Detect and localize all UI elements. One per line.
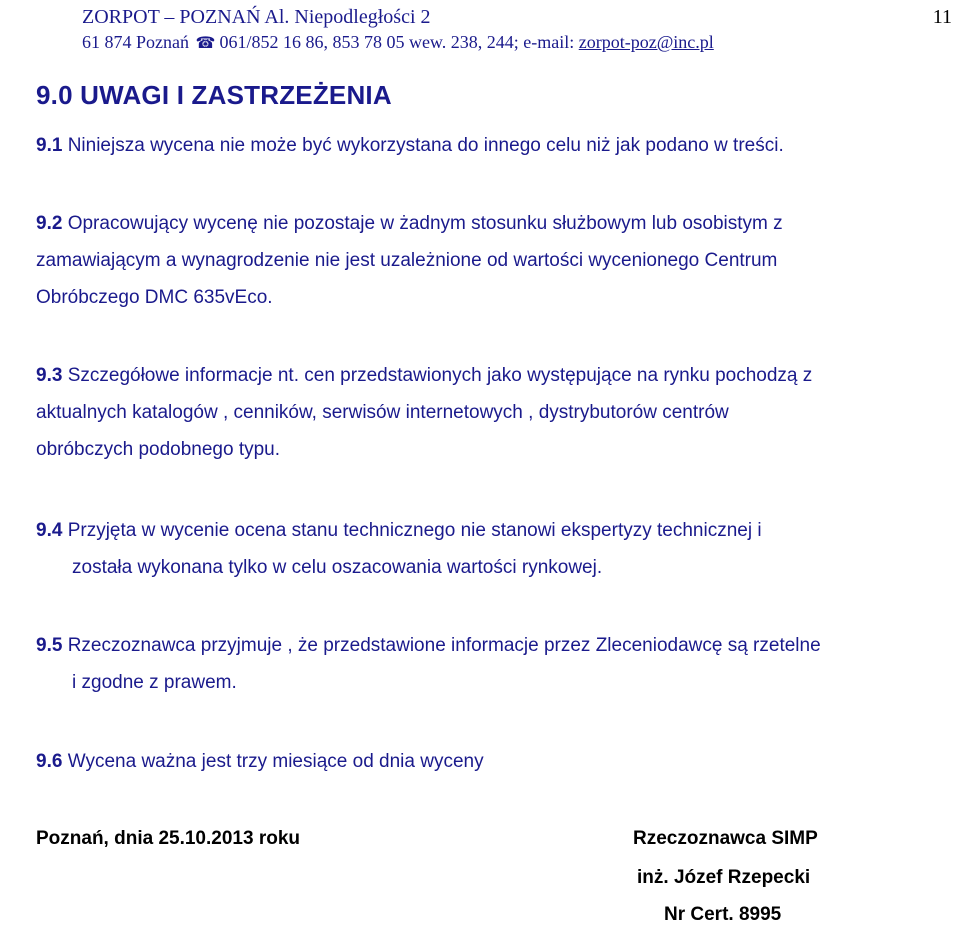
item-9-6 [36,743,484,780]
item-text: Obróbczego DMC 635vEco. [36,287,273,308]
email-link[interactable]: zorpot-poz@inc.pl [578,32,714,52]
item-number: 9.5 [36,635,63,656]
item-number: 9.2 [36,213,63,234]
item-text: została wykonana tylko w celu oszacowania wartości rynkowej. [72,557,603,578]
item-text: zamawiającym a wynagrodzenie nie jest uzależnione od wartości wycenionego Centrum [36,250,778,271]
item-9-3 [36,357,812,468]
item-9-4 [36,512,762,586]
place-date: Poznań, dnia 25.10.2013 roku [36,828,300,849]
signatory-cert: Nr Cert. 8995 [664,904,782,925]
phone-icon: ☎ [195,35,216,52]
item-9-1 [36,127,784,164]
page-number: 11 [932,6,952,28]
signatory-name: inż. Józef Rzepecki [637,867,811,888]
header-postal-city: 61 874 Poznań [82,32,189,52]
item-text: obróbczych podobnego typu. [36,439,281,460]
item-number: 9.6 [36,751,63,772]
item-text: aktualnych katalogów , cenników, serwisów internetowych , dystrybutorów centrów [36,402,729,423]
header-company-address: ZORPOT – POZNAŃ Al. Niepodległości 2 [82,6,431,28]
item-text: Szczegółowe informacje nt. cen przedstawionych jako występujące na rynku pochodzą z [67,365,813,386]
item-text: Opracowujący wycenę nie pozostaje w żadnym stosunku służbowym lub osobistym z [67,213,783,234]
item-text: i zgodne z prawem. [72,672,237,693]
item-number: 9.1 [36,135,63,156]
header-contact-line [82,30,882,56]
item-9-5 [36,627,821,701]
item-number: 9.3 [36,365,63,386]
item-text: Niniejsza wycena nie może być wykorzystana do innego celu niż jak podano w treści. [67,135,784,156]
item-9-2 [36,205,783,316]
item-text: Rzeczoznawca przyjmuje , że przedstawione informacje przez Zleceniodawcę są rzetelne [67,635,821,656]
item-text: Przyjęta w wycenie ocena stanu technicznego nie stanowi ekspertyzy technicznej i [67,520,762,541]
item-number: 9.4 [36,520,63,541]
section-heading: 9.0 UWAGI I ZASTRZEŻENIA [36,80,392,110]
page-header [82,4,882,56]
signatory-role: Rzeczoznawca SIMP [633,828,818,849]
item-text: Wycena ważna jest trzy miesiące od dnia wyceny [67,751,484,772]
header-phones: 061/852 16 86, 853 78 05 wew. 238, 244; e-mail: [219,32,579,52]
